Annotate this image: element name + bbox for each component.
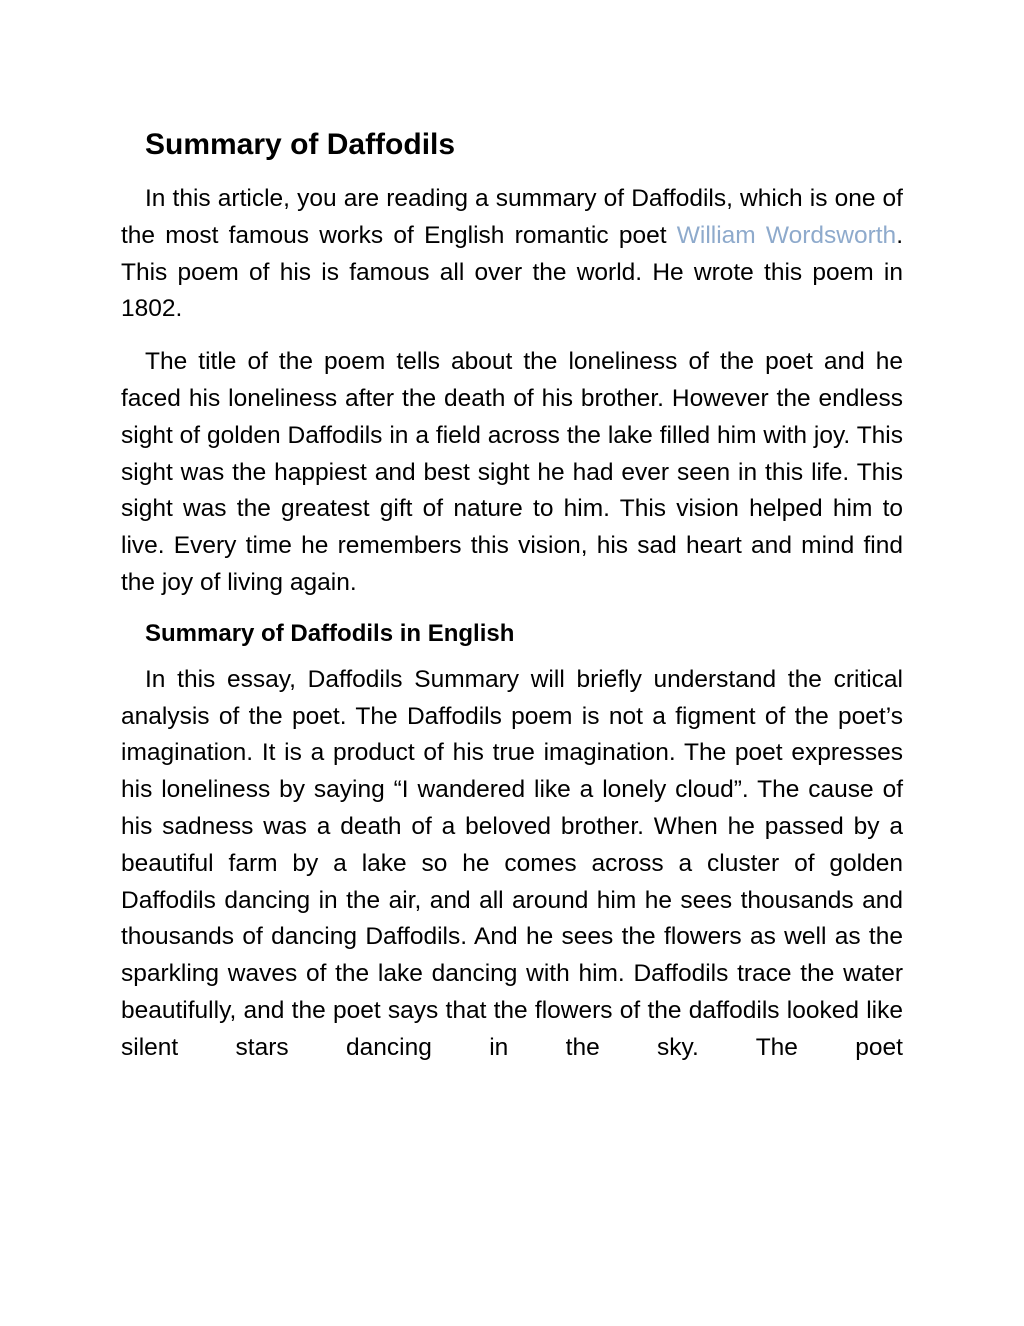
william-wordsworth-link[interactable]: William Wordsworth <box>676 221 897 249</box>
intro-paragraph <box>121 181 903 328</box>
intro-text-end: . This poem of his is famous all over the world. He wrote this poem in 1802. <box>121 221 903 323</box>
page-title: Summary of Daffodils <box>145 128 456 161</box>
section-heading: Summary of Daffodils in English <box>145 619 515 647</box>
title-meaning-paragraph: The title of the poem tells about the loneliness of the poet and he faced his loneliness after the death of his brother. However the endless sight of golden Daffodils in a field across the lake filled him with joy. This sight was the happiest and best sight he had ever seen in this life. This sight was the greatest gift of nature to him. This vision helped him to live. Every time he remembers this vision, his sad heart and mind find the joy of living again. <box>121 348 903 596</box>
document-page <box>121 125 903 1083</box>
intro-text-start: In this article, you are reading a summary of Daffodils, which is one of the most famous works of English romantic poet <box>121 185 903 249</box>
analysis-paragraph: In this essay, Daffodils Summary will briefly understand the critical analysis of the poet. The Daffodils poem is not a figment of the poet’s imagination. It is a product of his true imagination. The poet expresses his loneliness by saying “I wandered like a lonely cloud”. The cause of his sadness was a death of a beloved brother. When he passed by a beautiful farm by a lake so he comes across a cluster of golden Daffodils dancing in the air, and all around him he sees thousands and thousands of dancing Daffodils. And he sees the flowers as well as the sparkling waves of the lake dancing with him. Daffodils trace the water beautifully, and the poet says that the flowers of the daffodils looked like silent stars dancing in the sky. The poet <box>121 665 903 1061</box>
